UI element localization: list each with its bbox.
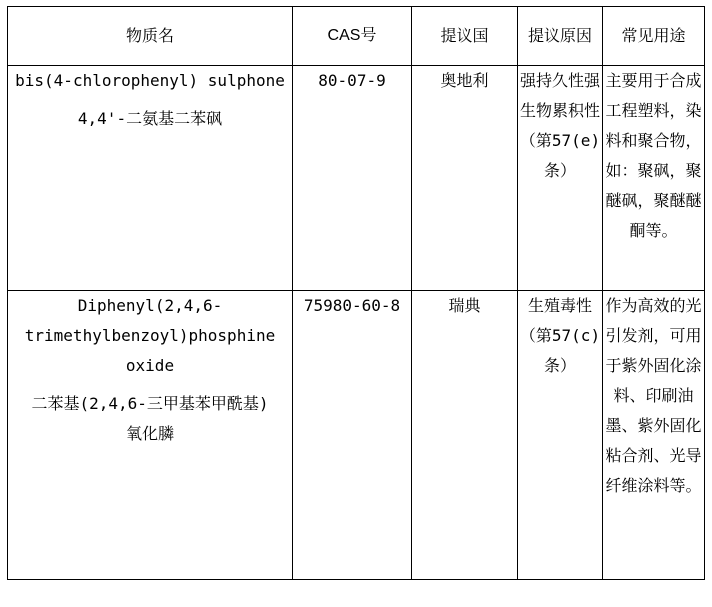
table-row [8,291,705,580]
substance-name-en-line3: oxide [125,356,175,375]
header-substance: 物质名 [8,7,293,66]
common-usage-text: 作为高效的光引发剂，可用于紫外固化涂料、印刷油墨、紫外固化粘合剂、光导纤维涂料等。 [605,296,702,495]
proposing-country: 奥地利 [412,66,518,291]
header-cas: CAS号 [293,7,412,66]
common-usage-text: 主要用于合成工程塑料，染料和聚合物，如：聚砜，聚醚砜，聚醚醚酮等。 [605,71,702,240]
table-row [8,66,705,291]
proposal-reason-text: 生殖毒性（第57(c)条） [519,296,601,375]
substance-name-cell [8,291,293,580]
substance-name-zh: 4,4'-二氨基二苯砜 [77,109,223,128]
proposing-country: 瑞典 [412,291,518,580]
header-row [8,7,705,66]
substance-name-en-line1: Diphenyl(2,4,6- [77,296,223,315]
header-country: 提议国 [412,7,518,66]
substance-name-en-line2: trimethylbenzoyl)phosphine [24,326,276,345]
substance-name-zh-line2: 氧化膦 [125,424,174,443]
proposal-reason [518,66,603,291]
cas-number: 75980-60-8 [293,291,412,580]
header-usage: 常见用途 [603,7,705,66]
substance-name-zh-line1: 二苯基(2,4,6-三甲基苯甲酰基) [31,394,269,413]
common-usage [603,291,705,580]
substance-name-cell [8,66,293,291]
proposal-reason [518,291,603,580]
substance-name-en: bis(4-chlorophenyl) sulphone [15,71,285,90]
substance-table [7,6,705,580]
cas-number: 80-07-9 [293,66,412,291]
header-reason: 提议原因 [518,7,603,66]
proposal-reason-text: 强持久性强生物累积性（第57(e)条） [519,71,601,180]
common-usage [603,66,705,291]
